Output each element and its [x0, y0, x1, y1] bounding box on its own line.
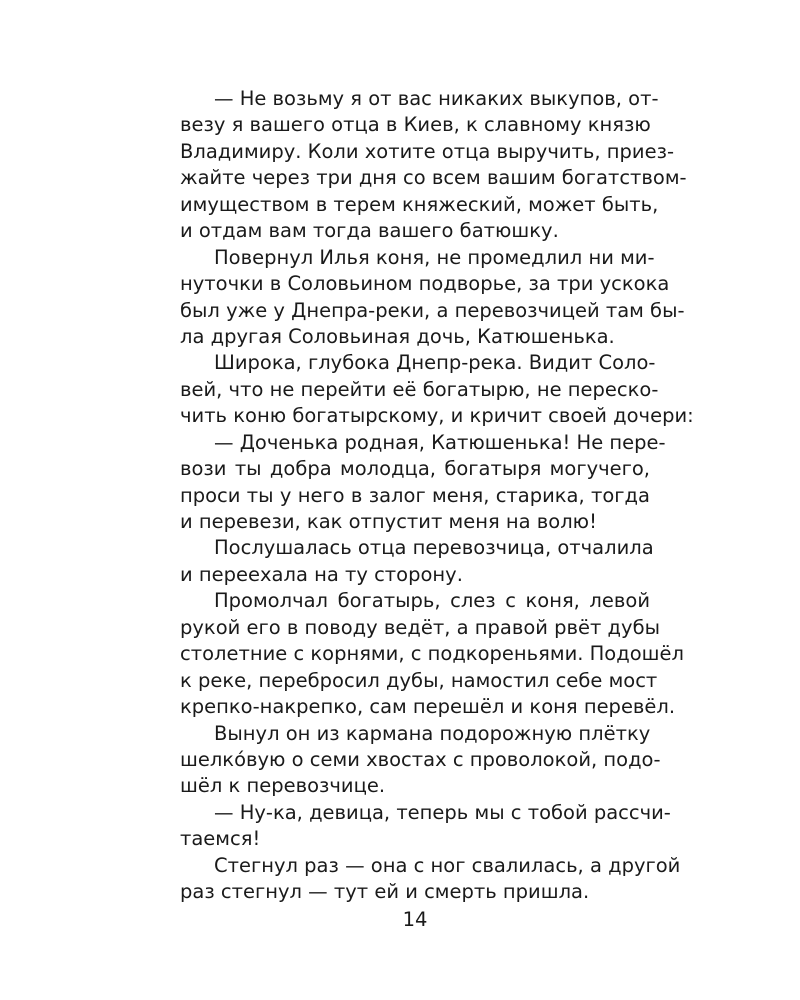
- text-line: имуществом в терем княжеский, может быть,: [180, 192, 659, 216]
- text-line: шелко́вую о семи хвостах с проволокой, подо-: [180, 747, 661, 771]
- text-line: крепко-накрепко, сам перешёл и коня перевёл.: [180, 695, 676, 719]
- text-line: столетние с корнями, с подкореньями. Подошёл: [180, 642, 684, 666]
- text-line: и переехала на ту сторону.: [180, 562, 463, 586]
- text-line: — Не возьму я от вас никаких выкупов, от-: [214, 87, 659, 110]
- text-line: вей, что не перейти её богатырю, не переско-: [180, 377, 659, 401]
- text-line: Стегнул раз — она с ног свалилась, а другой: [214, 853, 681, 877]
- text-line: Повернул Илья коня, не промедлил ни ми-: [214, 245, 655, 269]
- text-line: и перевези, как отпустит меня на волю!: [180, 510, 597, 533]
- text-line: Владимиру. Коли хотите отца выручить, приез-: [180, 139, 674, 163]
- page-number: 14: [402, 908, 428, 931]
- text-line: нуточки в Соловьином подворье, за три ускока: [180, 272, 670, 296]
- text-line: проси ты у него в залог меня, старика, тогда: [180, 483, 650, 507]
- text-line: чить коню богатырскому, и кричит своей дочери:: [180, 404, 694, 428]
- text-line: был уже у Днепра-реки, а перевозчицей там бы-: [180, 298, 685, 322]
- text-line: раз стегнул — тут ей и смерть пришла.: [180, 880, 590, 904]
- text-line: вози ты добра молодца, богатыря могучего,: [180, 457, 650, 481]
- text-line: жайте через три дня со всем вашим богатством-: [180, 166, 687, 190]
- text-line: рукой его в поводу ведёт, а правой рвёт дубы: [180, 615, 660, 639]
- text-line: таемся!: [180, 827, 261, 851]
- text-line: шёл к перевозчице.: [180, 774, 386, 798]
- text-line: Промолчал богатырь, слез с коня, левой: [214, 589, 650, 613]
- text-line: Послушалась отца перевозчица, отчалила: [214, 536, 654, 560]
- text-line: — Ну-ка, девица, теперь мы с тобой рассчи-: [214, 800, 671, 824]
- text-line: Широка, глубока Днепр-река. Видит Соло-: [214, 351, 656, 375]
- text-line: Вынул он из кармана подорожную плётку: [214, 721, 651, 745]
- text-line: к реке, перебросил дубы, намостил себе мост: [180, 668, 658, 692]
- story-text-block: [180, 86, 694, 906]
- text-line: везу я вашего отца в Киев, к славному князю: [180, 113, 651, 137]
- text-line: ла другая Соловьиная дочь, Катюшенька.: [180, 324, 615, 348]
- text-line: и отдам вам тогда вашего батюшку.: [180, 219, 559, 243]
- text-line: — Доченька родная, Катюшенька! Не пере-: [214, 430, 666, 454]
